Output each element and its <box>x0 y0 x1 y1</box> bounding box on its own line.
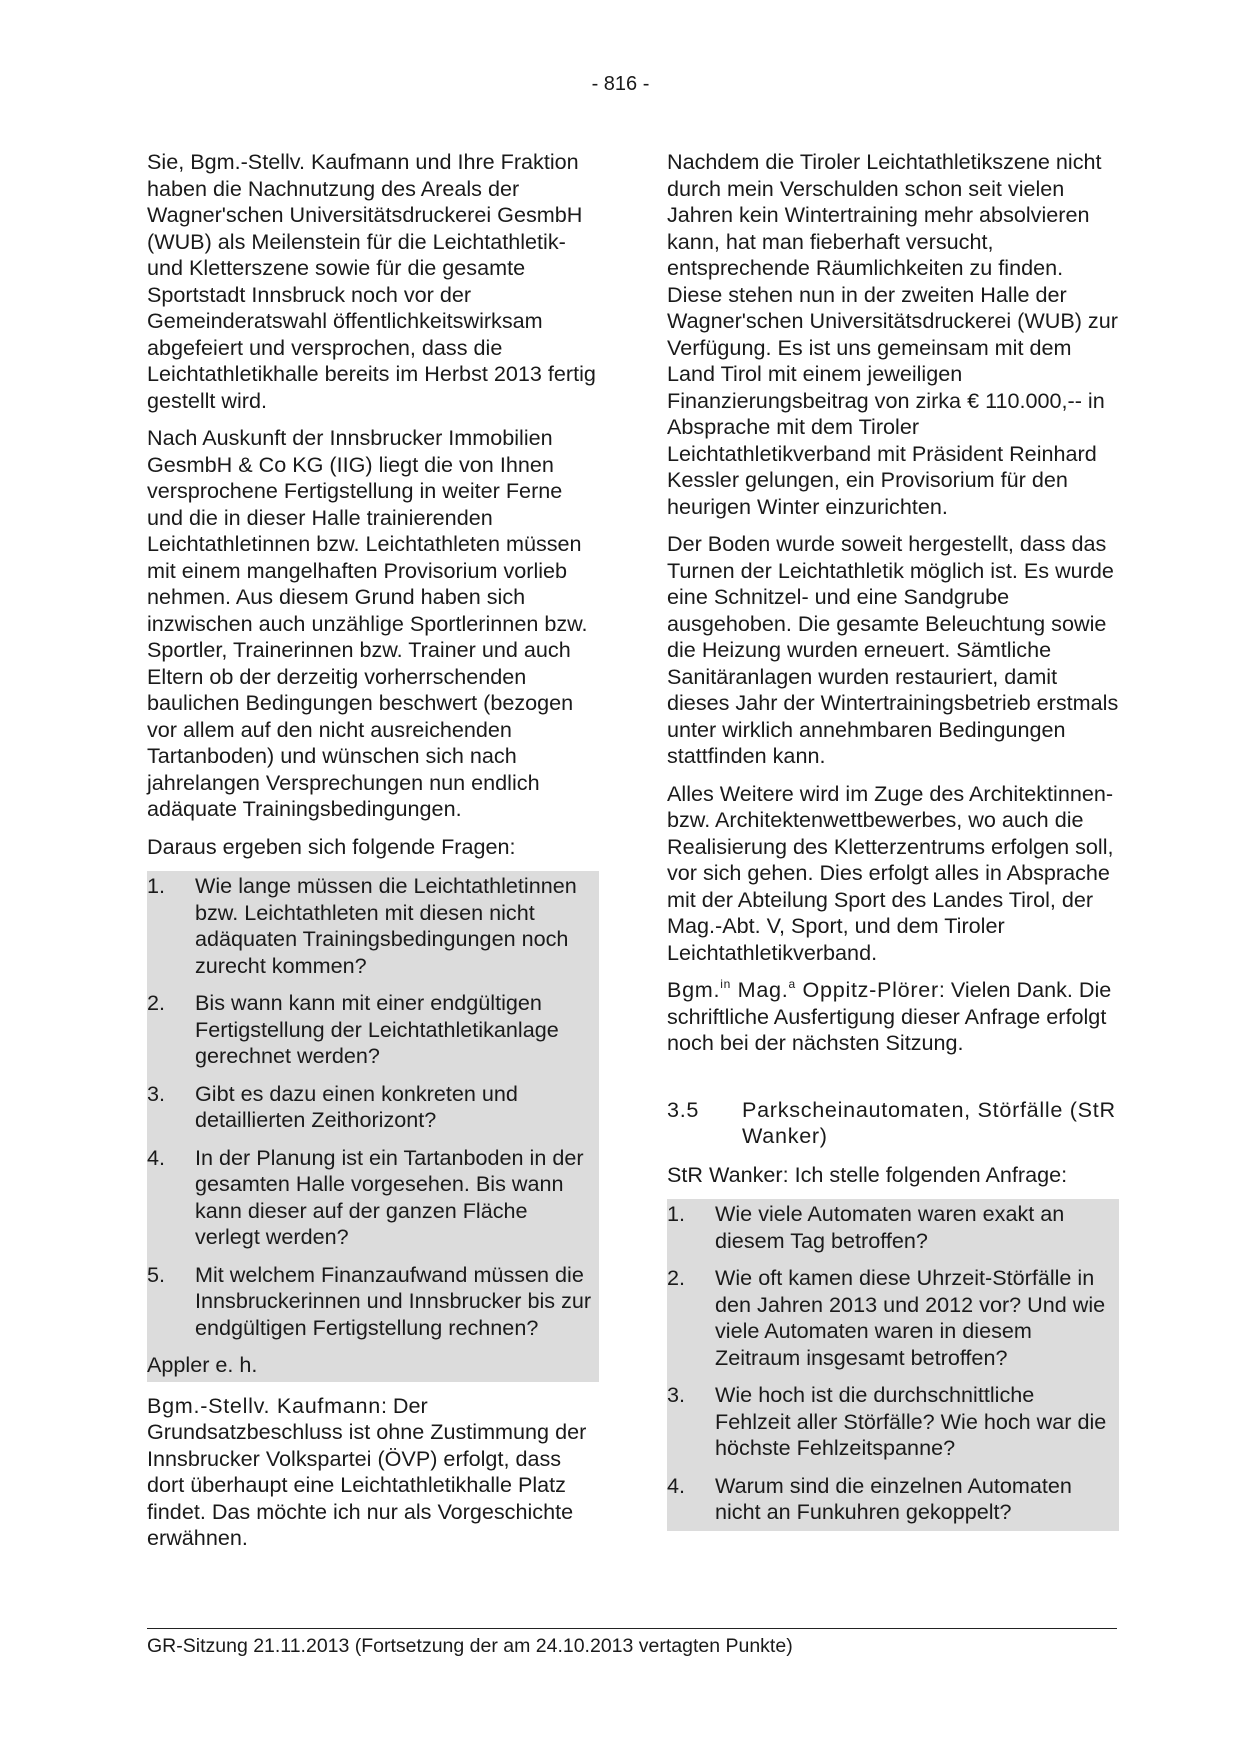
paragraph: Nachdem die Tiroler Leichtathletikszene nicht durch mein Verschulden schon seit vielen Jahren kein Wintertraining mehr absolvieren kann, hat man fieberhaft versucht, entsprechende Räumlichkeiten zu finden. Diese stehen nun in der zweiten Halle der Wagner'schen Universitätsdruckerei (WUB) zur Verfügung. Es ist uns gemeinsam mit dem Land Tirol mit einem jeweiligen Finanzierungsbeitrag von zirka € 110.000,-- in Absprache mit dem Tiroler Leichtathletikverband mit Präsident Reinhard Kessler gelungen, ein Provisorium für den heurigen Winter einzurichten. <box>667 149 1118 519</box>
question-box <box>667 1199 1119 1531</box>
speaker-part: Oppitz-Plörer <box>795 977 939 1002</box>
question-number: 4. <box>667 1472 686 1498</box>
question-text: Bis wann kann mit einer endgültigen Fertigstellung der Leichtathletikanlage gerechnet werden? <box>195 990 559 1068</box>
superscript: in <box>720 977 731 991</box>
question-text: Wie oft kamen diese Uhrzeit-Störfälle in den Jahren 2013 und 2012 vor? Und wie viele Automaten waren in diesem Zeitraum insgesamt betroffen? <box>715 1265 1106 1370</box>
question-number: 3. <box>147 1080 166 1106</box>
paragraph: Alles Weitere wird im Zuge des Architektinnen- bzw. Architektenwettbewerbes, wo auch die Realisierung des Kletterzentrums erfolgen soll, vor sich gehen. Dies erfolgt alles in Absprache mit der Abteilung Sport des Landes Tirol, der Mag.-Abt. V, Sport, und dem Tiroler Leichtathletikverband. <box>667 780 1114 965</box>
question-text: Wie viele Automaten waren exakt an diesem Tag betroffen? <box>715 1201 1065 1253</box>
question-text: Mit welchem Finanzaufwand müssen die Innsbruckerinnen und Innsbrucker bis zur endgültigen Fertigstellung rechnen? <box>195 1261 592 1340</box>
question-item <box>667 1473 1119 1526</box>
speaker-part: Mag. <box>730 977 789 1002</box>
question-box <box>147 871 599 1382</box>
question-item <box>147 873 599 979</box>
question-text: Wie lange müssen die Leichtathletinnen bzw. Leichtathleten mit diesen nicht adäquaten Trainingsbedingungen noch zurecht kommen? <box>195 873 577 978</box>
question-item <box>147 1081 599 1134</box>
page-footer: GR-Sitzung 21.11.2013 (Fortsetzung der am 24.10.2013 vertagten Punkte) <box>147 1635 793 1657</box>
answer-paragraph <box>147 1393 599 1552</box>
mayor-paragraph <box>667 977 1119 1057</box>
footer-divider <box>147 1628 1117 1629</box>
question-text: Warum sind die einzelnen Automaten nicht an Funkuhren gekoppelt? <box>715 1472 1072 1524</box>
question-item <box>147 1262 599 1342</box>
section-number: 3.5 <box>667 1096 700 1122</box>
speaker-part: Bgm. <box>667 977 721 1002</box>
paragraph: Der Boden wurde soweit hergestellt, dass das Turnen der Leichtathletik möglich ist. Es wurde eine Schnitzel- und eine Sandgrube ausgehoben. Die gesamte Beleuchtung sowie die Heizung wurden erneuert. Sämtliche Sanitäranlagen wurden restauriert, damit dieses Jahr der Wintertrainingsbetrieb erstmals unter wirklich annehmbaren Bedingungen stattfinden kann. <box>667 531 1119 768</box>
left-column <box>147 149 599 1563</box>
inquiry-intro: StR Wanker: Ich stelle folgenden Anfrage: <box>667 1161 1068 1187</box>
question-item <box>147 1145 599 1251</box>
mayor-text: : Vielen Dank. Die schriftliche Ausfertigung dieser Anfrage erfolgt noch bei der nächsten Sitzung. <box>667 977 1112 1055</box>
question-number: 1. <box>147 873 166 898</box>
section-heading <box>667 1097 1119 1150</box>
question-item <box>147 990 599 1070</box>
speaker-name: Bgm.-Stellv. Kaufmann <box>147 1392 381 1418</box>
question-text: Wie hoch ist die durchschnittliche Fehlzeit aller Störfälle? Wie hoch war die höchste Fehlzeitspanne? <box>715 1382 1107 1460</box>
question-item <box>667 1265 1119 1371</box>
right-column <box>667 149 1119 1542</box>
signature: Appler e. h. <box>147 1352 258 1377</box>
question-number: 2. <box>147 990 166 1015</box>
question-number: 1. <box>667 1201 686 1226</box>
page-number: - 816 - <box>591 73 650 95</box>
paragraph: Sie, Bgm.-Stellv. Kaufmann und Ihre Fraktion haben die Nachnutzung des Areals der Wagner'schen Universitätsdruckerei GesmbH (WUB) als Meilenstein für die Leichtathletik- und Kletterszene sowie für die gesamte Sportstadt Innsbruck noch vor der Gemeinderatswahl öffentlichkeitswirksam abgefeiert und versprochen, dass die Leichtathletikhalle bereits im Herbst 2013 fertig gestellt wird. <box>147 149 596 413</box>
speaker-name <box>667 977 939 1002</box>
question-text: Gibt es dazu einen konkreten und detaillierten Zeithorizont? <box>195 1080 518 1132</box>
paragraph: Daraus ergeben sich folgende Fragen: <box>147 833 516 859</box>
question-item <box>667 1382 1119 1462</box>
question-number: 5. <box>147 1261 166 1287</box>
answer-text: : Der Grundsatzbeschluss ist ohne Zustimmung der Innsbrucker Volkspartei (ÖVP) erfolgt, dass dort überhaupt eine Leichtathletikhalle Platz findet. Das möchte ich nur als Vorgeschichte erwähnen. <box>147 1392 587 1550</box>
question-number: 3. <box>667 1382 686 1407</box>
section-title: Parkscheinautomaten, Störfälle (StR Wanker) <box>742 1096 1116 1148</box>
question-text: In der Planung ist ein Tartanboden in der gesamten Halle vorgesehen. Bis wann kann dieser auf der ganzen Fläche verlegt werden? <box>195 1144 584 1249</box>
paragraph: Nach Auskunft der Innsbrucker Immobilien GesmbH & Co KG (IIG) liegt die von Ihnen versprochene Fertigstellung in weiter Ferne und die in dieser Halle trainierenden Leichtathletinnen bzw. Leichtathleten müssen mit einem mangelhaften Provisorium vorlieb nehmen. Aus diesem Grund haben sich inzwischen auch unzählige Sportlerinnen bzw. Sportler, Trainerinnen bzw. Trainer und auch Eltern ob der derzeitig vorherrschenden baulichen Bedingungen beschwert (bezogen vor allem auf den nicht ausreichenden Tartanboden) und wünschen sich nach jahrelangen Versprechungen nun endlich adäquate Trainingsbedingungen. <box>147 425 588 821</box>
question-number: 4. <box>147 1144 166 1170</box>
question-number: 2. <box>667 1265 686 1290</box>
question-item <box>667 1201 1119 1254</box>
superscript: a <box>788 977 796 991</box>
